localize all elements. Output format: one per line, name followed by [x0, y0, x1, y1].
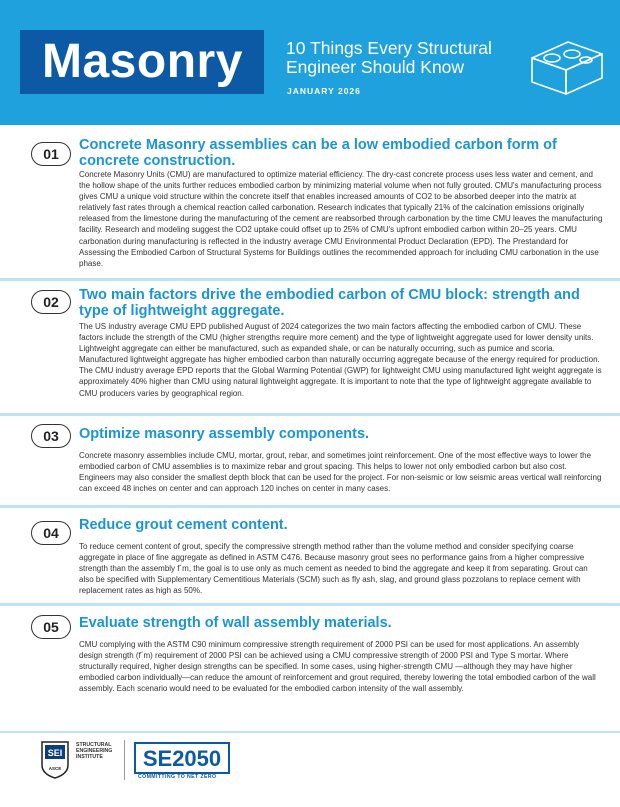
sei-logo — [38, 739, 72, 779]
section-divider — [0, 505, 620, 508]
se2050-tagline: COMMITTING TO NET ZERO — [138, 774, 217, 780]
section-body-04: To reduce cement content of grout, specify the compressive strength method rather than the volume method and consider specifying coarse aggregate in place of fine aggregate as defined in ASTM C476. Because masonry grout sees no performance gains from a higher compressive strength than the assembly f´m, the goal is to use only as much cement as needed to bind the aggregate and keep it from separating. Grout can also be specified with Supplementary Cementitious Materials (SCM) such as fly ash, slag, and ground glass pozzolans to replace cement with replacement rates as high as 50%. — [79, 542, 588, 596]
section-body-05: CMU complying with the ASTM C90 minimum compressive strength requirement of 2000 PSI can be used for most applications. An assembly design strength (f´m) requirement of 2000 PSI can be achieved using a CMU compressive strength of 2000 PSI and Type S mortar. Where structurally required, higher design strengths can be specified. In some cases, using higher-strength CMU —although they may have higher embodied carbon individually—can reduce the amount of reinforcement and grout required, thereby lowering the total embodied carbon of the wall assembly. Each scenario would need to be evaluated for the embodied carbon intensity of the wall assembly. — [79, 640, 596, 694]
title-box — [20, 30, 264, 94]
footer-divider — [0, 731, 620, 733]
page-title: Masonry — [42, 35, 243, 88]
section-divider — [0, 278, 620, 281]
page-subtitle: 10 Things Every Structural Engineer Should Know — [286, 38, 492, 77]
footer-logo-divider — [124, 740, 125, 780]
section-divider — [0, 413, 620, 416]
sei-logo-text: SEI — [47, 748, 63, 758]
section-number-03: 03 — [31, 424, 71, 448]
header-banner — [0, 0, 620, 125]
sei-name: STRUCTURAL ENGINEERING INSTITUTE — [76, 742, 113, 761]
se2050-logo — [134, 742, 230, 774]
section-number-05: 05 — [31, 615, 71, 639]
publication-date: JANUARY 2026 — [287, 86, 361, 96]
section-title-01: Concrete Masonry assemblies can be a low embodied carbon form of concrete construction. — [79, 137, 557, 169]
section-body-01: Concrete Masonry Units (CMU) are manufactured to optimize material efficiency. The dry-cast concrete process uses less water and cement, and the hollow shape of the units further reduces embodied carbon by minimizing material volume when not fully grouted. CMU's manufacturing process gives CMU a unique void structure within the concrete itself that enables increased amounts of CO2 to be absorbed deeper into the matrix at relatively fast rates through a chemical reaction called carbonation. Research indicates that typically 21% of the calcination emissions originally released from the limestone during the manufacturing of the cement are reabsorbed through carbonation by the time CMU leaves the manufacturing facility. Research and modeling suggest the CO2 uptake could offset up to 25% of CMU's upfront embodied carbon within 20–25 years. CMU carbonation during manufacturing is reflected in the industry average CMU Environmental Product Declaration (EPD). The Prestandard for Assessing the Embodied Carbon of Structural Systems for Buildings outlines the recommended approach for including CMU carbonation in the use phase. — [79, 170, 603, 268]
section-body-02: The US industry average CMU EPD published August of 2024 categorizes the two main factors affecting the embodied carbon of CMU. These factors include the strength of the CMU (higher strengths require more cement) and the type of lightweight aggregate used for lower density units. Lightweight aggregate can either be manufactured, such as expanded shale, or can be naturally occurring, such as pumice and scoria. Manufactured lightweight aggregate has higher embodied carbon than naturally occurring aggregate because of the energy required for production. The CMU industry average EPD reports that the Global Warming Potential (GWP) for lightweight CMU using manufactured light weight aggregate is approximately 40% higher than CMU using natural lightweight aggregate. It is important to note that the type of lightweight aggregate available to CMU producers varies by geographical region. — [79, 322, 602, 398]
cmu-block-icon — [528, 36, 606, 100]
section-title-05: Evaluate strength of wall assembly materials. — [79, 615, 392, 631]
section-number-04: 04 — [31, 521, 71, 545]
section-title-04: Reduce grout cement content. — [79, 517, 288, 533]
section-title-02: Two main factors drive the embodied carbon of CMU block: strength and type of lightweight aggregate. — [79, 287, 580, 319]
section-title-03: Optimize masonry assembly components. — [79, 426, 370, 442]
section-number-02: 02 — [31, 290, 71, 314]
asce-logo-text: ASCE — [48, 766, 62, 771]
section-divider — [0, 603, 620, 606]
section-body-03: Concrete masonry assemblies include CMU, mortar, grout, rebar, and sometimes joint reinforcement. One of the most effective ways to lower the embodied carbon of CMU assemblies is to maximize rebar and grout spacing. This helps to lower not only embodied carbon but also cost. Engineers may also consider the smallest depth block that can be used for the project. For non-seismic or low seismic areas vertical wall reinforcing can exceed 48 inches on center and can approach 120 inches on center in many cases. — [79, 451, 602, 494]
section-number-01: 01 — [31, 142, 71, 166]
se2050-logo-text: SE2050 — [142, 746, 222, 771]
